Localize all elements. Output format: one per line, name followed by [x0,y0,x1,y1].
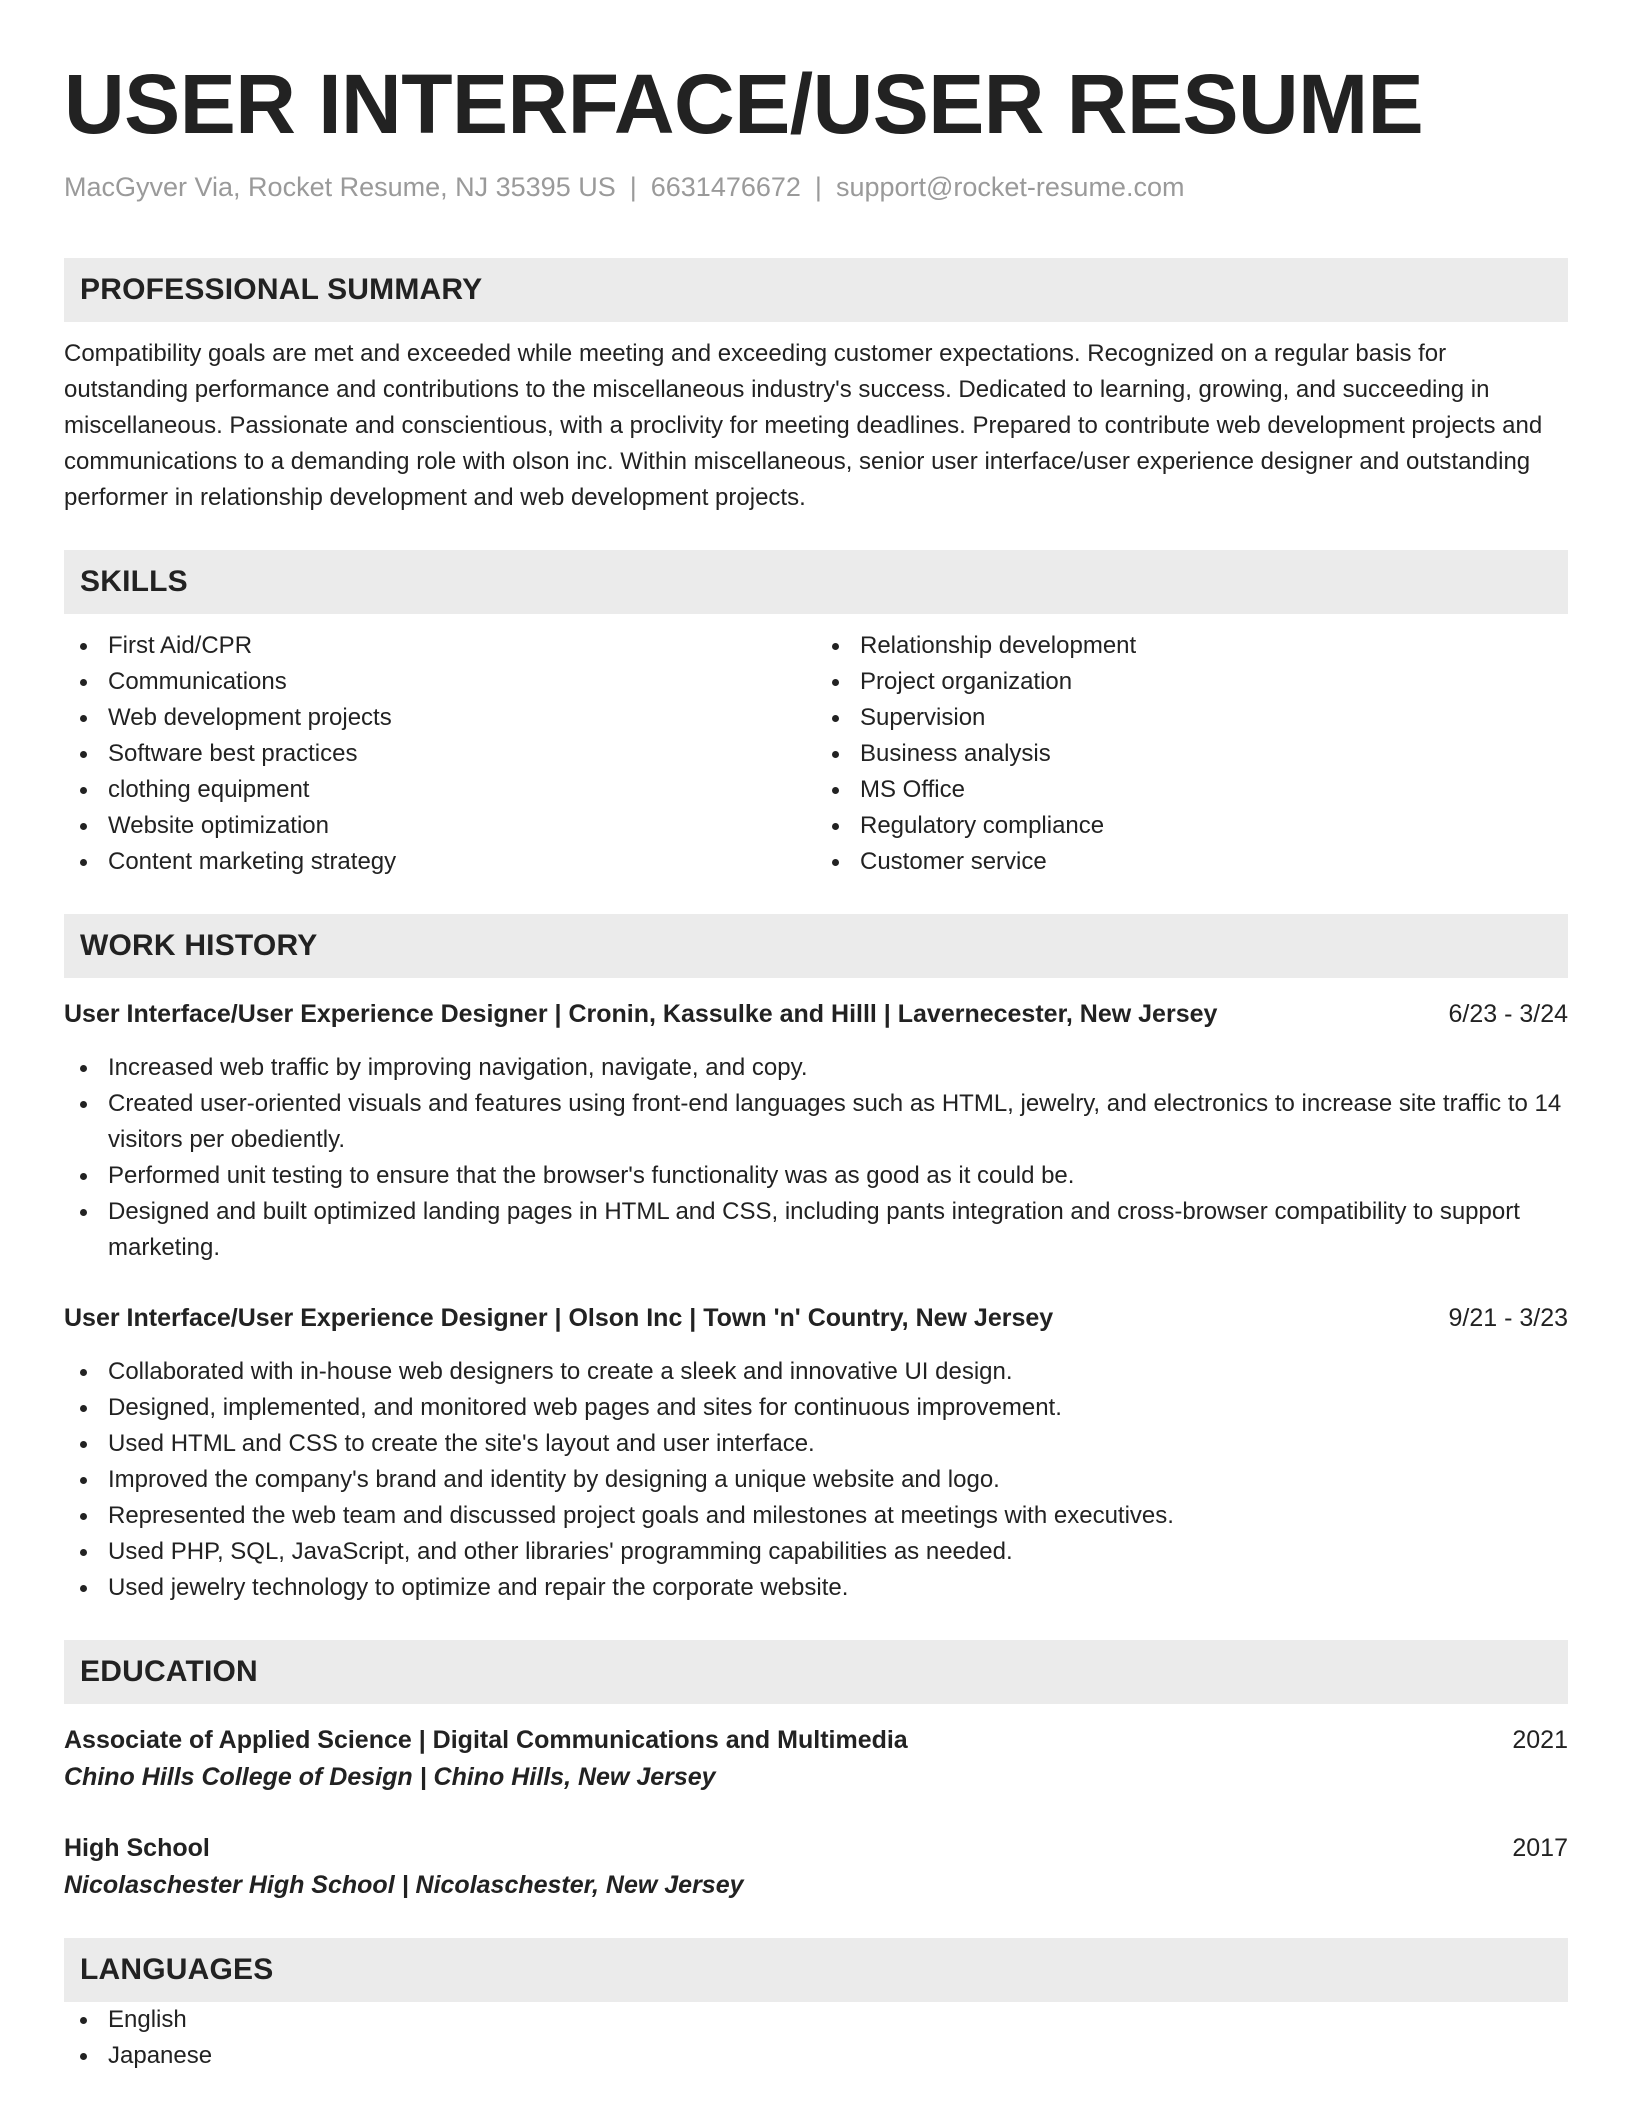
job-bullets [64,1050,1568,1266]
job-bullet: Designed, implemented, and monitored web pages and sites for continuous improvement. [64,1390,1568,1426]
contact-line [64,170,1568,204]
section-header-summary: PROFESSIONAL SUMMARY [64,258,1568,322]
skill-item: MS Office [816,772,1568,808]
skills-column-left [64,628,816,880]
skills-list-right [816,628,1568,880]
skills-grid [64,628,1568,880]
job-bullet: Used jewelry technology to optimize and repair the corporate website. [64,1570,1568,1606]
skill-item: Business analysis [816,736,1568,772]
job-dates: 9/21 - 3/23 [1448,1304,1568,1332]
contact-phone: 6631476672 [650,172,801,202]
job-bullet: Used PHP, SQL, JavaScript, and other libraries' programming capabilities as needed. [64,1534,1568,1570]
job-bullet: Represented the web team and discussed project goals and milestones at meetings with executives. [64,1498,1568,1534]
skills-list-left [64,628,816,880]
skill-item: Supervision [816,700,1568,736]
education-entry [64,1830,1568,1904]
section-header-languages: LANGUAGES [64,1938,1568,2002]
skill-item: Customer service [816,844,1568,880]
education-year: 2021 [1512,1726,1568,1754]
job-entry [64,996,1568,1266]
skill-item: Project organization [816,664,1568,700]
job-dates: 6/23 - 3/24 [1448,1000,1568,1028]
contact-address: MacGyver Via, Rocket Resume, NJ 35395 US [64,172,616,202]
skill-item: Web development projects [64,700,816,736]
summary-text: Compatibility goals are met and exceeded while meeting and exceeding customer expectations. Recognized on a regular basis for outstanding performance and contributions to the miscellaneous industry's success. Dedicated to learning, growing, and succeeding in miscellaneous. Passionate and conscientious, with a proclivity for meeting deadlines. Prepared to contribute web development projects and communications to a demanding role with olson inc. Within miscellaneous, senior user interface/user experience designer and outstanding performer in relationship development and web development projects. [64,340,1543,511]
section-header-work-history: WORK HISTORY [64,914,1568,978]
languages-list [64,2002,1568,2074]
contact-email: support@rocket-resume.com [835,172,1185,202]
job-bullets [64,1354,1568,1606]
education-header [64,1830,1568,1866]
section-header-education: EDUCATION [64,1640,1568,1704]
job-title: User Interface/User Experience Designer | Cronin, Kassulke and Hilll | Lavernecester, New Jersey [64,1000,1218,1028]
education-school: Chino Hills College of Design | Chino Hills, New Jersey [64,1763,716,1791]
contact-separator: | [629,172,637,202]
section-header-skills: SKILLS [64,550,1568,614]
job-bullet: Designed and built optimized landing pages in HTML and CSS, including pants integration and cross-browser compatibility to support marketing. [64,1194,1568,1266]
education-entry [64,1722,1568,1796]
education-year: 2017 [1512,1834,1568,1862]
skill-item: Relationship development [816,628,1568,664]
job-entry [64,1300,1568,1606]
skill-item: First Aid/CPR [64,628,816,664]
skills-column-right [816,628,1568,880]
skill-item: Content marketing strategy [64,844,816,880]
education-header [64,1722,1568,1758]
job-header [64,1300,1568,1336]
skill-item: Website optimization [64,808,816,844]
job-bullet: Created user-oriented visuals and features using front-end languages such as HTML, jewelry, and electronics to increase site traffic to 14 visitors per obediently. [64,1086,1568,1158]
skill-item: clothing equipment [64,772,816,808]
skill-item: Regulatory compliance [816,808,1568,844]
education-school: Nicolaschester High School | Nicolaschester, New Jersey [64,1871,744,1899]
job-header [64,996,1568,1032]
skill-item: Software best practices [64,736,816,772]
job-bullet: Performed unit testing to ensure that the browser's functionality was as good as it could be. [64,1158,1568,1194]
education-degree: High School [64,1834,210,1862]
job-bullet: Collaborated with in-house web designers to create a sleek and innovative UI design. [64,1354,1568,1390]
contact-separator: | [814,172,822,202]
language-item: English [64,2002,1568,2038]
education-degree: Associate of Applied Science | Digital Communications and Multimedia [64,1726,908,1754]
job-bullet: Increased web traffic by improving navigation, navigate, and copy. [64,1050,1568,1086]
job-bullet: Used HTML and CSS to create the site's layout and user interface. [64,1426,1568,1462]
resume-title: USER INTERFACE/USER RESUME [64,57,1424,151]
language-item: Japanese [64,2038,1568,2074]
job-title: User Interface/User Experience Designer | Olson Inc | Town 'n' Country, New Jersey [64,1304,1054,1332]
job-bullet: Improved the company's brand and identity by designing a unique website and logo. [64,1462,1568,1498]
skill-item: Communications [64,664,816,700]
